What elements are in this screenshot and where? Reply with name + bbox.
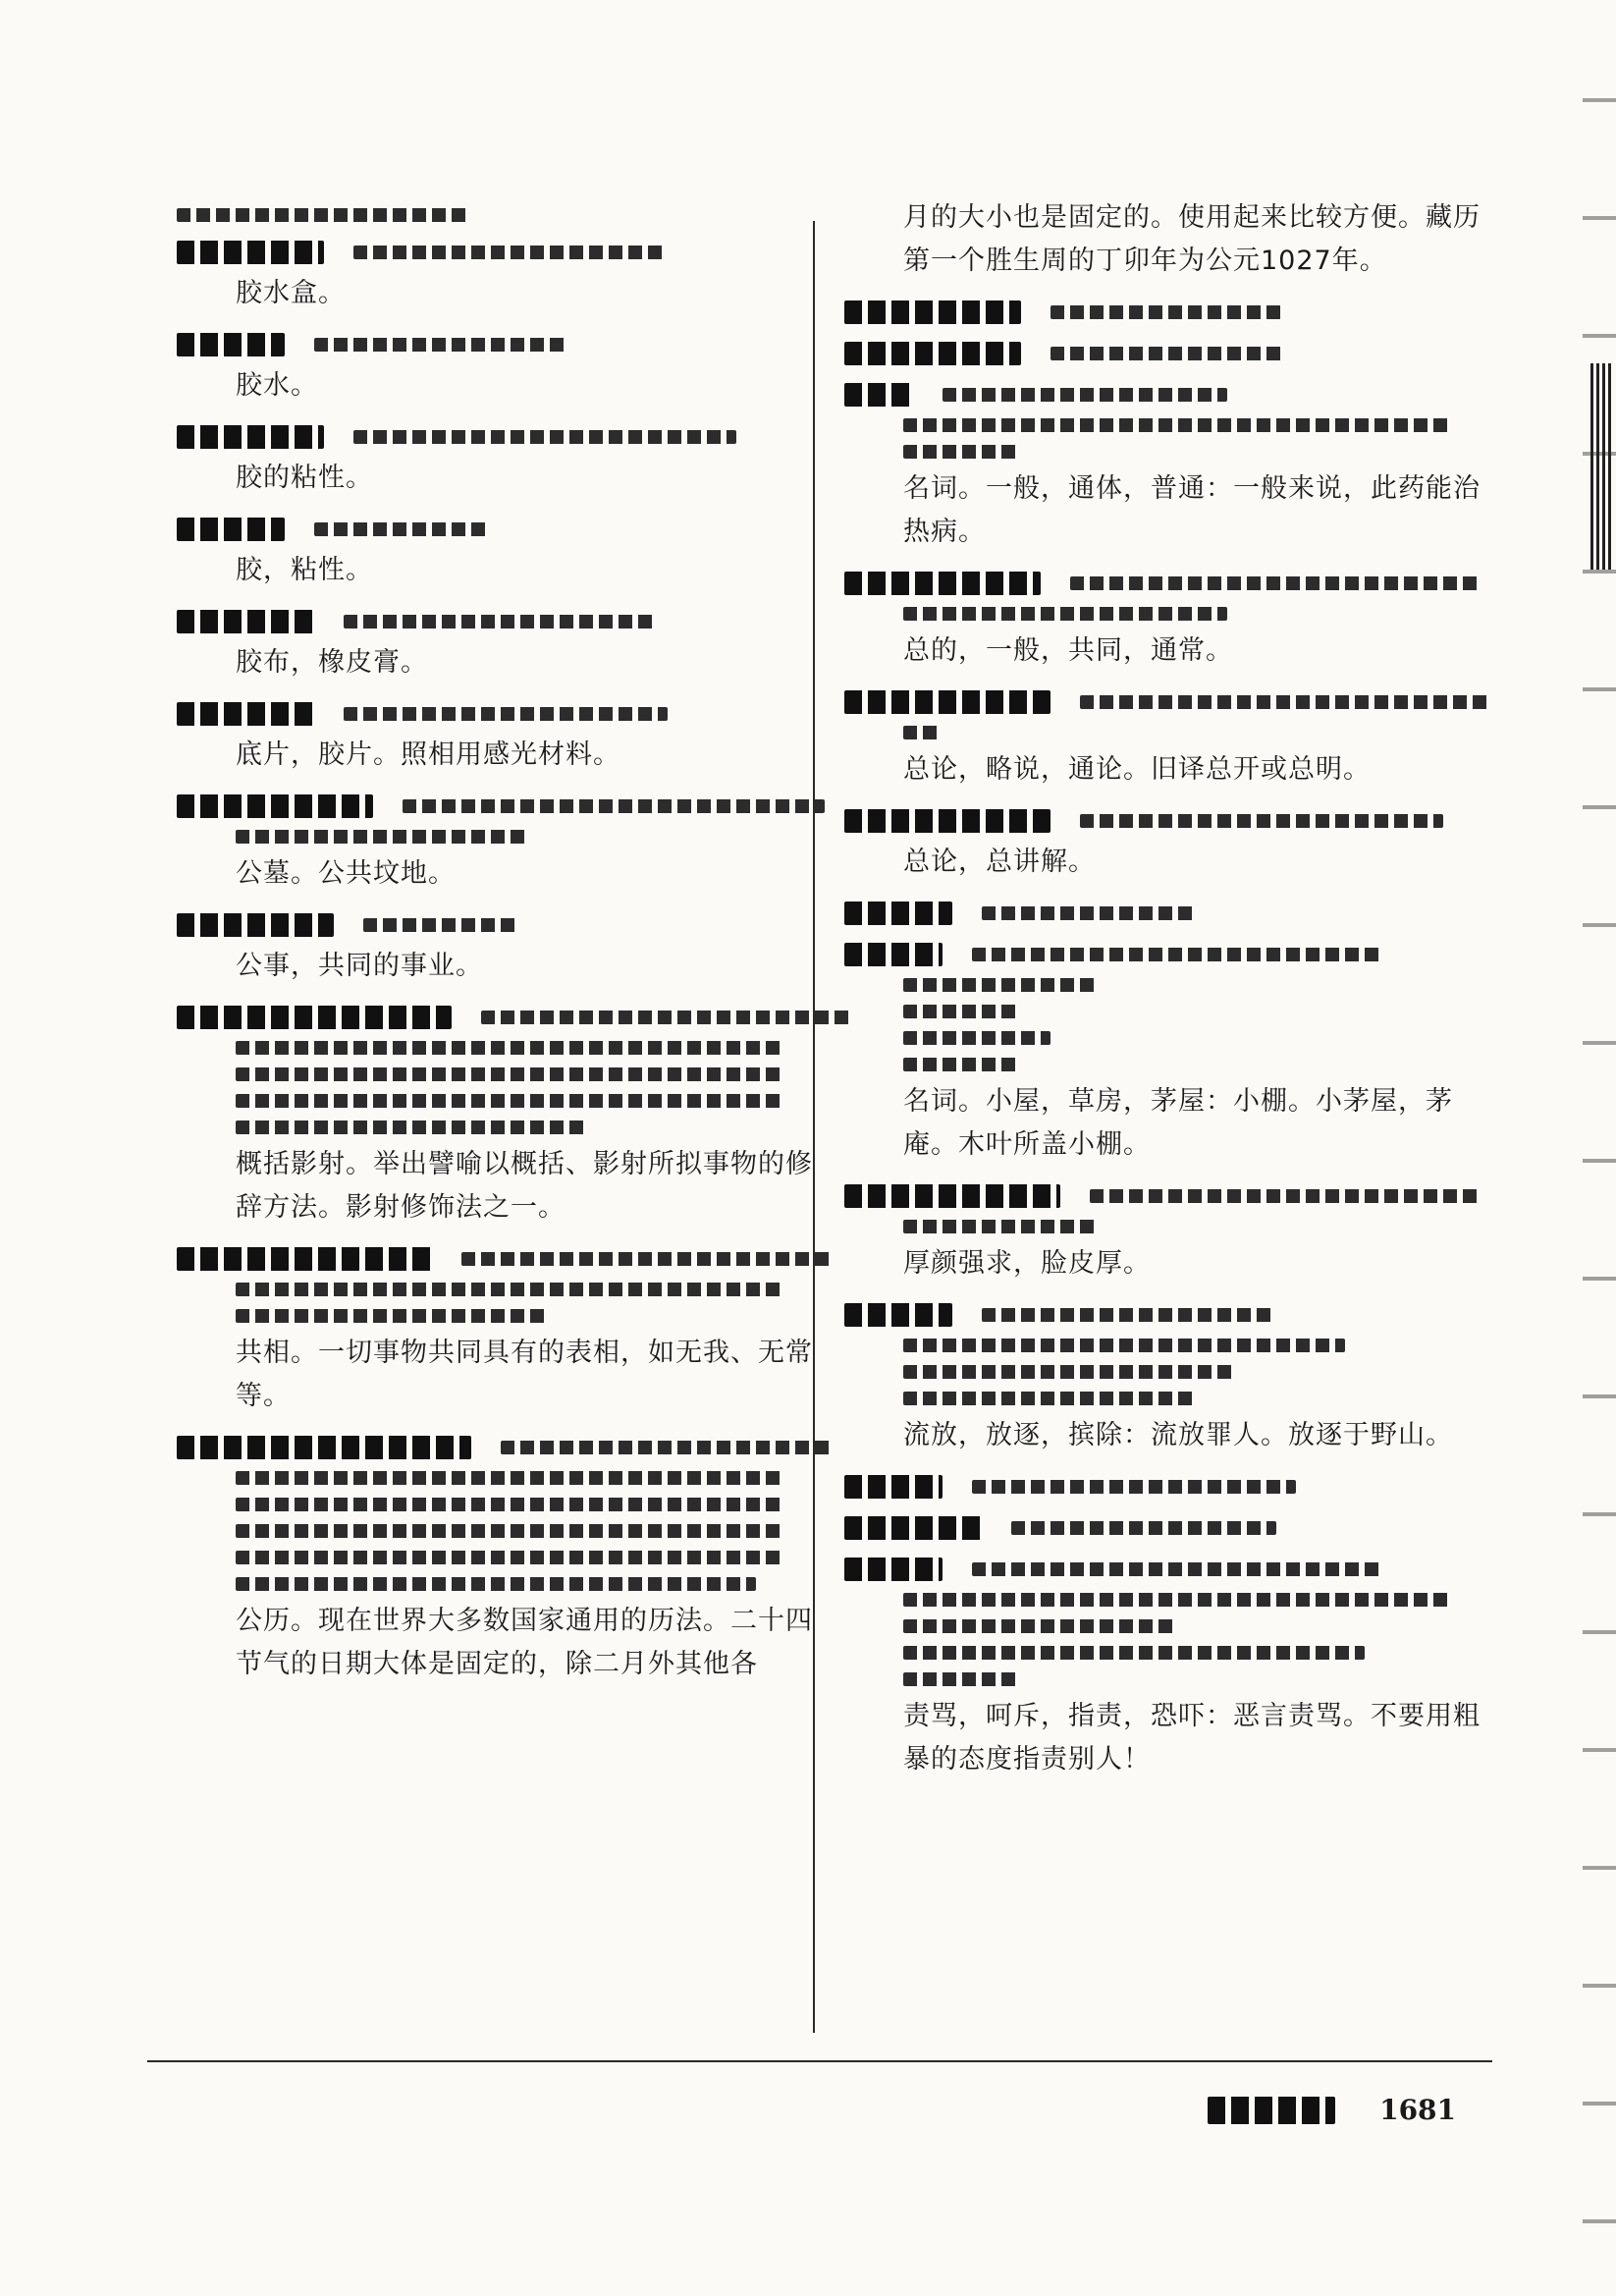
- dictionary-entry: [177, 1436, 825, 1686]
- chinese-gloss: 公墓。公共坟地。: [236, 858, 456, 889]
- tibetan-headword: [177, 241, 324, 264]
- dictionary-entry: [177, 1006, 825, 1230]
- dictionary-entry: [844, 1303, 1492, 1457]
- chinese-gloss: 总的，一般，共同，通常。: [903, 635, 1233, 666]
- page-footer: [1208, 2094, 1456, 2133]
- tibetan-definition-line: [1050, 305, 1286, 319]
- tibetan-definition-line: [236, 1471, 785, 1485]
- tibetan-definition-line: [1011, 1521, 1276, 1535]
- tibetan-headword: [844, 943, 943, 966]
- tibetan-headword: [844, 1475, 943, 1499]
- tibetan-definition-line: [903, 1593, 1453, 1607]
- tibetan-definition-line: [363, 918, 520, 932]
- dictionary-entry: [177, 333, 825, 408]
- tibetan-headword: [844, 342, 1021, 365]
- dictionary-entry: [844, 196, 1492, 283]
- chinese-gloss: 月的大小也是固定的。使用起来比较方便。藏历第一个胜生周的丁卯年为公元1027年。: [903, 202, 1481, 276]
- chinese-gloss: 胶水盒。: [236, 278, 346, 308]
- chinese-gloss: 名词。小屋，草房，茅屋：小棚。小茅屋，茅庵。木叶所盖小棚。: [903, 1086, 1453, 1160]
- chinese-gloss: 流放，放逐，摈除：流放罪人。放逐于野山。: [903, 1420, 1453, 1450]
- tibetan-definition-line: [314, 522, 491, 536]
- tibetan-definition-line: [177, 208, 471, 222]
- right-column: [844, 196, 1492, 1799]
- chinese-gloss: 胶，粘性。: [236, 555, 373, 585]
- tibetan-headword: [844, 301, 1021, 324]
- chinese-gloss: 责骂，呵斥，指责，恐吓：恶言责骂。不要用粗暴的态度指责别人！: [903, 1701, 1481, 1775]
- tibetan-definition-line: [236, 1094, 785, 1108]
- dictionary-entry: [844, 902, 1492, 925]
- scan-edge-block: [1590, 363, 1612, 570]
- dictionary-entry: [177, 702, 825, 777]
- tibetan-definition-line: [1090, 1189, 1482, 1203]
- tibetan-definition-line: [903, 1220, 1100, 1233]
- tibetan-headword: [177, 913, 334, 937]
- tibetan-definition-line: [236, 1067, 785, 1081]
- tibetan-headword: [177, 1436, 471, 1459]
- dictionary-entry: [844, 342, 1492, 365]
- tibetan-definition-line: [903, 1005, 1021, 1018]
- dictionary-entry: [844, 572, 1492, 673]
- tibetan-definition-line: [903, 445, 1021, 459]
- tibetan-definition-line: [236, 1577, 756, 1591]
- tibetan-headword: [177, 518, 285, 541]
- page-number: 1681: [1379, 2094, 1457, 2126]
- tibetan-definition-line: [903, 1646, 1365, 1660]
- tibetan-headword: [844, 809, 1050, 833]
- dictionary-entry: [177, 204, 825, 223]
- chinese-gloss: 总论，略说，通论。旧译总开或总明。: [903, 754, 1371, 785]
- tibetan-headword: [844, 1303, 952, 1327]
- tibetan-headword: [177, 333, 285, 356]
- tibetan-definition-line: [501, 1441, 835, 1454]
- chinese-gloss: 公历。现在世界大多数国家通用的历法。二十四节气的日期大体是固定的，除二月外其他各: [236, 1606, 813, 1679]
- tibetan-definition-line: [481, 1011, 854, 1024]
- tibetan-definition-line: [314, 338, 569, 352]
- tibetan-definition-line: [903, 1365, 1237, 1379]
- tibetan-definition-line: [903, 607, 1227, 621]
- tibetan-definition-line: [903, 1058, 1021, 1071]
- tibetan-headword: [844, 1184, 1060, 1208]
- chinese-gloss: 名词。一般，通体，普通：一般来说，此药能治热病。: [903, 473, 1481, 547]
- chinese-gloss: 底片，胶片。照相用感光材料。: [236, 739, 620, 770]
- tibetan-headword: [177, 425, 324, 449]
- left-column: [177, 196, 825, 1704]
- chinese-gloss: 胶的粘性。: [236, 463, 373, 493]
- tibetan-definition-line: [903, 418, 1453, 432]
- dictionary-entry: [844, 383, 1492, 554]
- dictionary-entry: [844, 1184, 1492, 1285]
- footer-guide-words: [1208, 2097, 1335, 2124]
- dictionary-entry: [844, 301, 1492, 324]
- tibetan-definition-line: [903, 1339, 1345, 1352]
- dictionary-entry: [177, 794, 825, 896]
- tibetan-definition-line: [903, 1619, 1178, 1633]
- tibetan-headword: [844, 1516, 982, 1540]
- tibetan-definition-line: [344, 707, 668, 721]
- tibetan-definition-line: [236, 1041, 785, 1055]
- tibetan-definition-line: [461, 1252, 835, 1266]
- chinese-gloss: 厚颜强求，脸皮厚。: [903, 1248, 1151, 1279]
- tibetan-headword: [844, 902, 952, 925]
- tibetan-headword: [844, 383, 913, 407]
- tibetan-definition-line: [972, 1562, 1384, 1576]
- tibetan-definition-line: [982, 906, 1198, 920]
- tibetan-definition-line: [403, 799, 825, 813]
- tibetan-headword: [177, 1247, 432, 1271]
- tibetan-definition-line: [903, 978, 1100, 992]
- column-divider: [813, 221, 815, 2033]
- tibetan-definition-line: [982, 1308, 1276, 1322]
- chinese-gloss: 概括影射。举出譬喻以概括、影射所拟事物的修辞方法。影射修饰法之一。: [236, 1149, 813, 1223]
- tibetan-definition-line: [903, 1672, 1021, 1686]
- tibetan-definition-line: [236, 1498, 785, 1511]
- dictionary-entry: [844, 1516, 1492, 1540]
- dictionary-entry: [844, 943, 1492, 1167]
- tibetan-definition-line: [903, 1392, 1198, 1405]
- dictionary-entry: [844, 690, 1492, 792]
- tibetan-headword: [177, 794, 373, 818]
- chinese-gloss: 胶水。: [236, 370, 318, 401]
- dictionary-entry: [177, 913, 825, 988]
- dictionary-entry: [177, 425, 825, 500]
- tibetan-definition-line: [1080, 695, 1492, 709]
- chinese-gloss: 胶布，橡皮膏。: [236, 647, 428, 678]
- tibetan-definition-line: [236, 830, 530, 844]
- tibetan-headword: [177, 610, 314, 633]
- dictionary-entry: [844, 1558, 1492, 1781]
- tibetan-definition-line: [344, 615, 658, 629]
- tibetan-headword: [844, 690, 1050, 714]
- chinese-gloss: 公事，共同的事业。: [236, 951, 483, 981]
- tibetan-definition-line: [236, 1551, 785, 1564]
- tibetan-definition-line: [236, 1121, 589, 1134]
- tibetan-definition-line: [972, 1480, 1296, 1494]
- tibetan-definition-line: [972, 948, 1384, 961]
- tibetan-definition-line: [1080, 814, 1443, 828]
- chinese-gloss: 总论，总讲解。: [903, 847, 1096, 877]
- tibetan-definition-line: [1070, 576, 1482, 590]
- tibetan-definition-line: [943, 388, 1227, 402]
- tibetan-definition-line: [903, 726, 943, 739]
- dictionary-entry: [177, 518, 825, 592]
- dictionary-entry: [844, 1475, 1492, 1499]
- dictionary-entry: [177, 610, 825, 684]
- footer-rule: [147, 2060, 1492, 2062]
- tibetan-definition-line: [236, 1524, 785, 1538]
- tibetan-definition-line: [353, 246, 668, 259]
- chinese-gloss: 共相。一切事物共同具有的表相，如无我、无常等。: [236, 1338, 813, 1411]
- tibetan-definition-line: [353, 430, 736, 444]
- tibetan-headword: [844, 1558, 943, 1581]
- tibetan-definition-line: [903, 1031, 1050, 1045]
- dictionary-entry: [844, 809, 1492, 884]
- tibetan-definition-line: [1050, 347, 1286, 360]
- dictionary-entry: [177, 1247, 825, 1418]
- dictionary-entry: [177, 241, 825, 315]
- tibetan-definition-line: [236, 1309, 550, 1323]
- tibetan-definition-line: [236, 1283, 785, 1296]
- tibetan-headword: [177, 1006, 452, 1029]
- tibetan-headword: [177, 702, 314, 726]
- tibetan-headword: [844, 572, 1041, 595]
